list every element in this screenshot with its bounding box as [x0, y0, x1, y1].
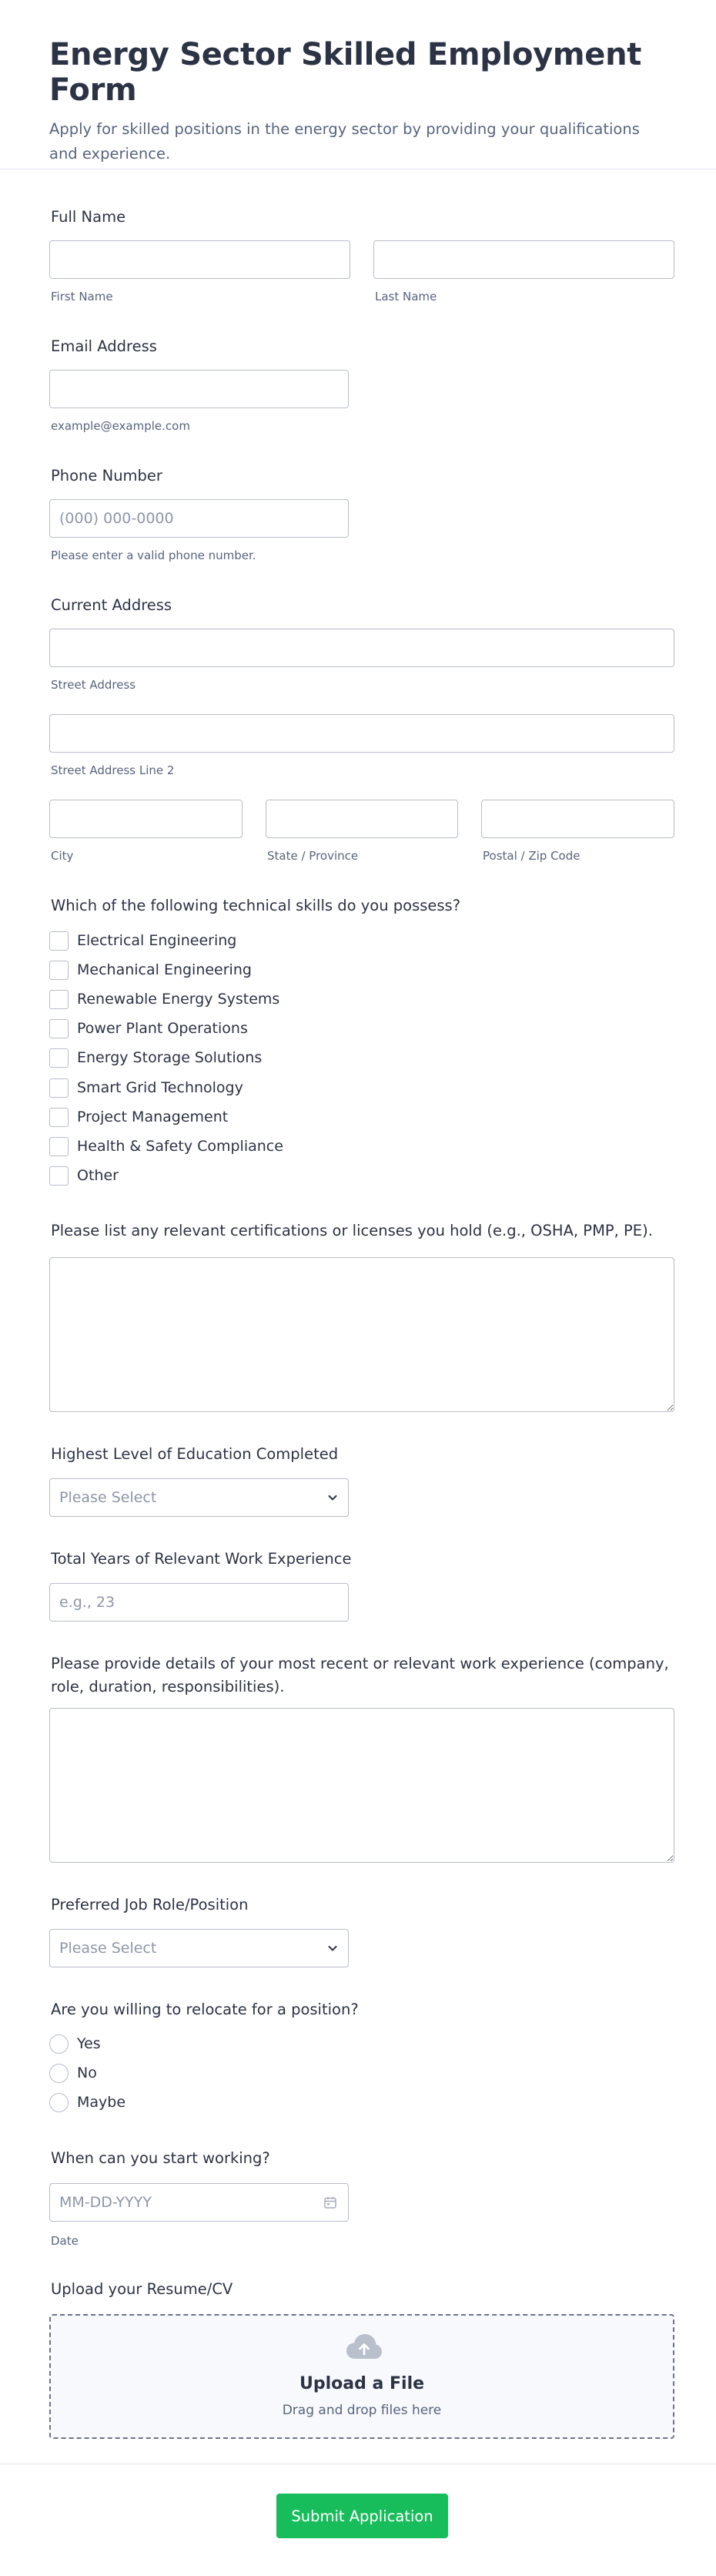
address-label: Current Address [51, 596, 172, 614]
phone-input[interactable] [49, 499, 349, 538]
experience-years-input[interactable] [49, 1583, 349, 1622]
upload-subtitle: Drag and drop files here [282, 2403, 442, 2418]
experience-years-label: Total Years of Relevant Work Experience [51, 1550, 352, 1568]
skill-option-label: Power Plant Operations [77, 1020, 248, 1037]
skill-checkbox-health-safety-compliance[interactable] [49, 1137, 69, 1156]
start-date-placeholder: MM-DD-YYYY [59, 2194, 152, 2211]
skill-option-label: Electrical Engineering [77, 932, 237, 949]
cloud-upload-icon [346, 2333, 383, 2360]
relocate-option-label: Yes [77, 2035, 101, 2052]
certifications-textarea[interactable] [49, 1257, 674, 1412]
experience-details-label-line2: role, duration, responsibilities). [51, 1678, 285, 1696]
form-header [0, 0, 716, 169]
email-input[interactable] [49, 370, 349, 408]
job-role-label: Preferred Job Role/Position [51, 1896, 249, 1914]
skill-checkbox-mechanical-engineering[interactable] [49, 961, 69, 980]
city-input[interactable] [49, 800, 243, 838]
skill-option-label: Mechanical Engineering [77, 961, 252, 978]
street-address-sublabel: Street Address [51, 678, 136, 692]
skill-option-label: Health & Safety Compliance [77, 1138, 283, 1155]
skill-option-label: Smart Grid Technology [77, 1079, 243, 1096]
last-name-input[interactable] [373, 240, 674, 279]
job-role-placeholder: Please Select [59, 1940, 157, 1957]
upload-title: Upload a File [299, 2374, 425, 2393]
job-role-select[interactable] [49, 1929, 349, 1967]
state-sublabel: State / Province [267, 849, 359, 863]
skills-label: Which of the following technical skills do you possess? [51, 897, 461, 914]
zip-sublabel: Postal / Zip Code [483, 849, 580, 863]
resume-label: Upload your Resume/CV [51, 2280, 233, 2298]
resume-upload-dropzone[interactable] [49, 2314, 674, 2439]
relocate-label: Are you willing to relocate for a position? [51, 2001, 359, 2018]
skill-checkbox-electrical-engineering[interactable] [49, 931, 69, 951]
email-sublabel: example@example.com [51, 419, 190, 433]
skill-checkbox-power-plant-operations[interactable] [49, 1019, 69, 1038]
education-placeholder: Please Select [59, 1489, 157, 1506]
last-name-sublabel: Last Name [375, 290, 437, 304]
phone-sublabel: Please enter a valid phone number. [51, 548, 256, 562]
certifications-label: Please list any relevant certifications or licenses you hold (e.g., OSHA, PMP, PE). [51, 1222, 653, 1239]
skill-option-label: Energy Storage Solutions [77, 1049, 263, 1066]
first-name-input[interactable] [49, 240, 350, 279]
chevron-down-icon [326, 1942, 339, 1954]
relocate-radio-maybe[interactable] [49, 2093, 69, 2112]
experience-details-textarea[interactable] [49, 1708, 674, 1863]
experience-details-label-line1: Please provide details of your most recent or relevant work experience (company, [51, 1655, 669, 1672]
skill-option-label: Renewable Energy Systems [77, 991, 280, 1008]
state-input[interactable] [266, 800, 458, 838]
first-name-sublabel: First Name [51, 290, 113, 304]
experience-years-placeholder: e.g., 23 [59, 1594, 115, 1611]
submit-application-button[interactable]: Submit Application [276, 2494, 448, 2538]
relocate-radio-no[interactable] [49, 2064, 69, 2083]
email-label: Email Address [51, 337, 157, 355]
relocate-option-label: No [77, 2064, 97, 2081]
chevron-down-icon [326, 1491, 339, 1504]
education-select[interactable] [49, 1478, 349, 1517]
phone-label: Phone Number [51, 467, 162, 485]
skill-checkbox-smart-grid-technology[interactable] [49, 1078, 69, 1098]
street-address-input[interactable] [49, 629, 674, 667]
skill-checkbox-other[interactable] [49, 1166, 69, 1186]
street-address-line2-input[interactable] [49, 714, 674, 753]
skill-checkbox-energy-storage-solutions[interactable] [49, 1048, 69, 1068]
form-title: Energy Sector Skilled Employment Form [49, 37, 642, 108]
calendar-icon[interactable] [323, 2195, 337, 2209]
relocate-radio-yes[interactable] [49, 2034, 69, 2054]
relocate-option-label: Maybe [77, 2094, 126, 2111]
start-date-input[interactable] [49, 2183, 349, 2222]
education-label: Highest Level of Education Completed [51, 1445, 339, 1463]
start-date-label: When can you start working? [51, 2149, 270, 2167]
full-name-label: Full Name [51, 208, 126, 226]
form-subtitle: Apply for skilled positions in the energy sector by providing your qualifications and experience. [49, 120, 640, 163]
skill-checkbox-project-management[interactable] [49, 1108, 69, 1127]
street-address-line2-sublabel: Street Address Line 2 [51, 763, 175, 777]
skill-checkbox-renewable-energy-systems[interactable] [49, 990, 69, 1009]
zip-input[interactable] [481, 800, 674, 838]
start-date-sublabel: Date [51, 2234, 79, 2248]
skill-option-label: Project Management [77, 1109, 229, 1125]
phone-placeholder: (000) 000-0000 [59, 510, 174, 527]
city-sublabel: City [51, 849, 74, 863]
skill-option-label: Other [77, 1167, 119, 1184]
